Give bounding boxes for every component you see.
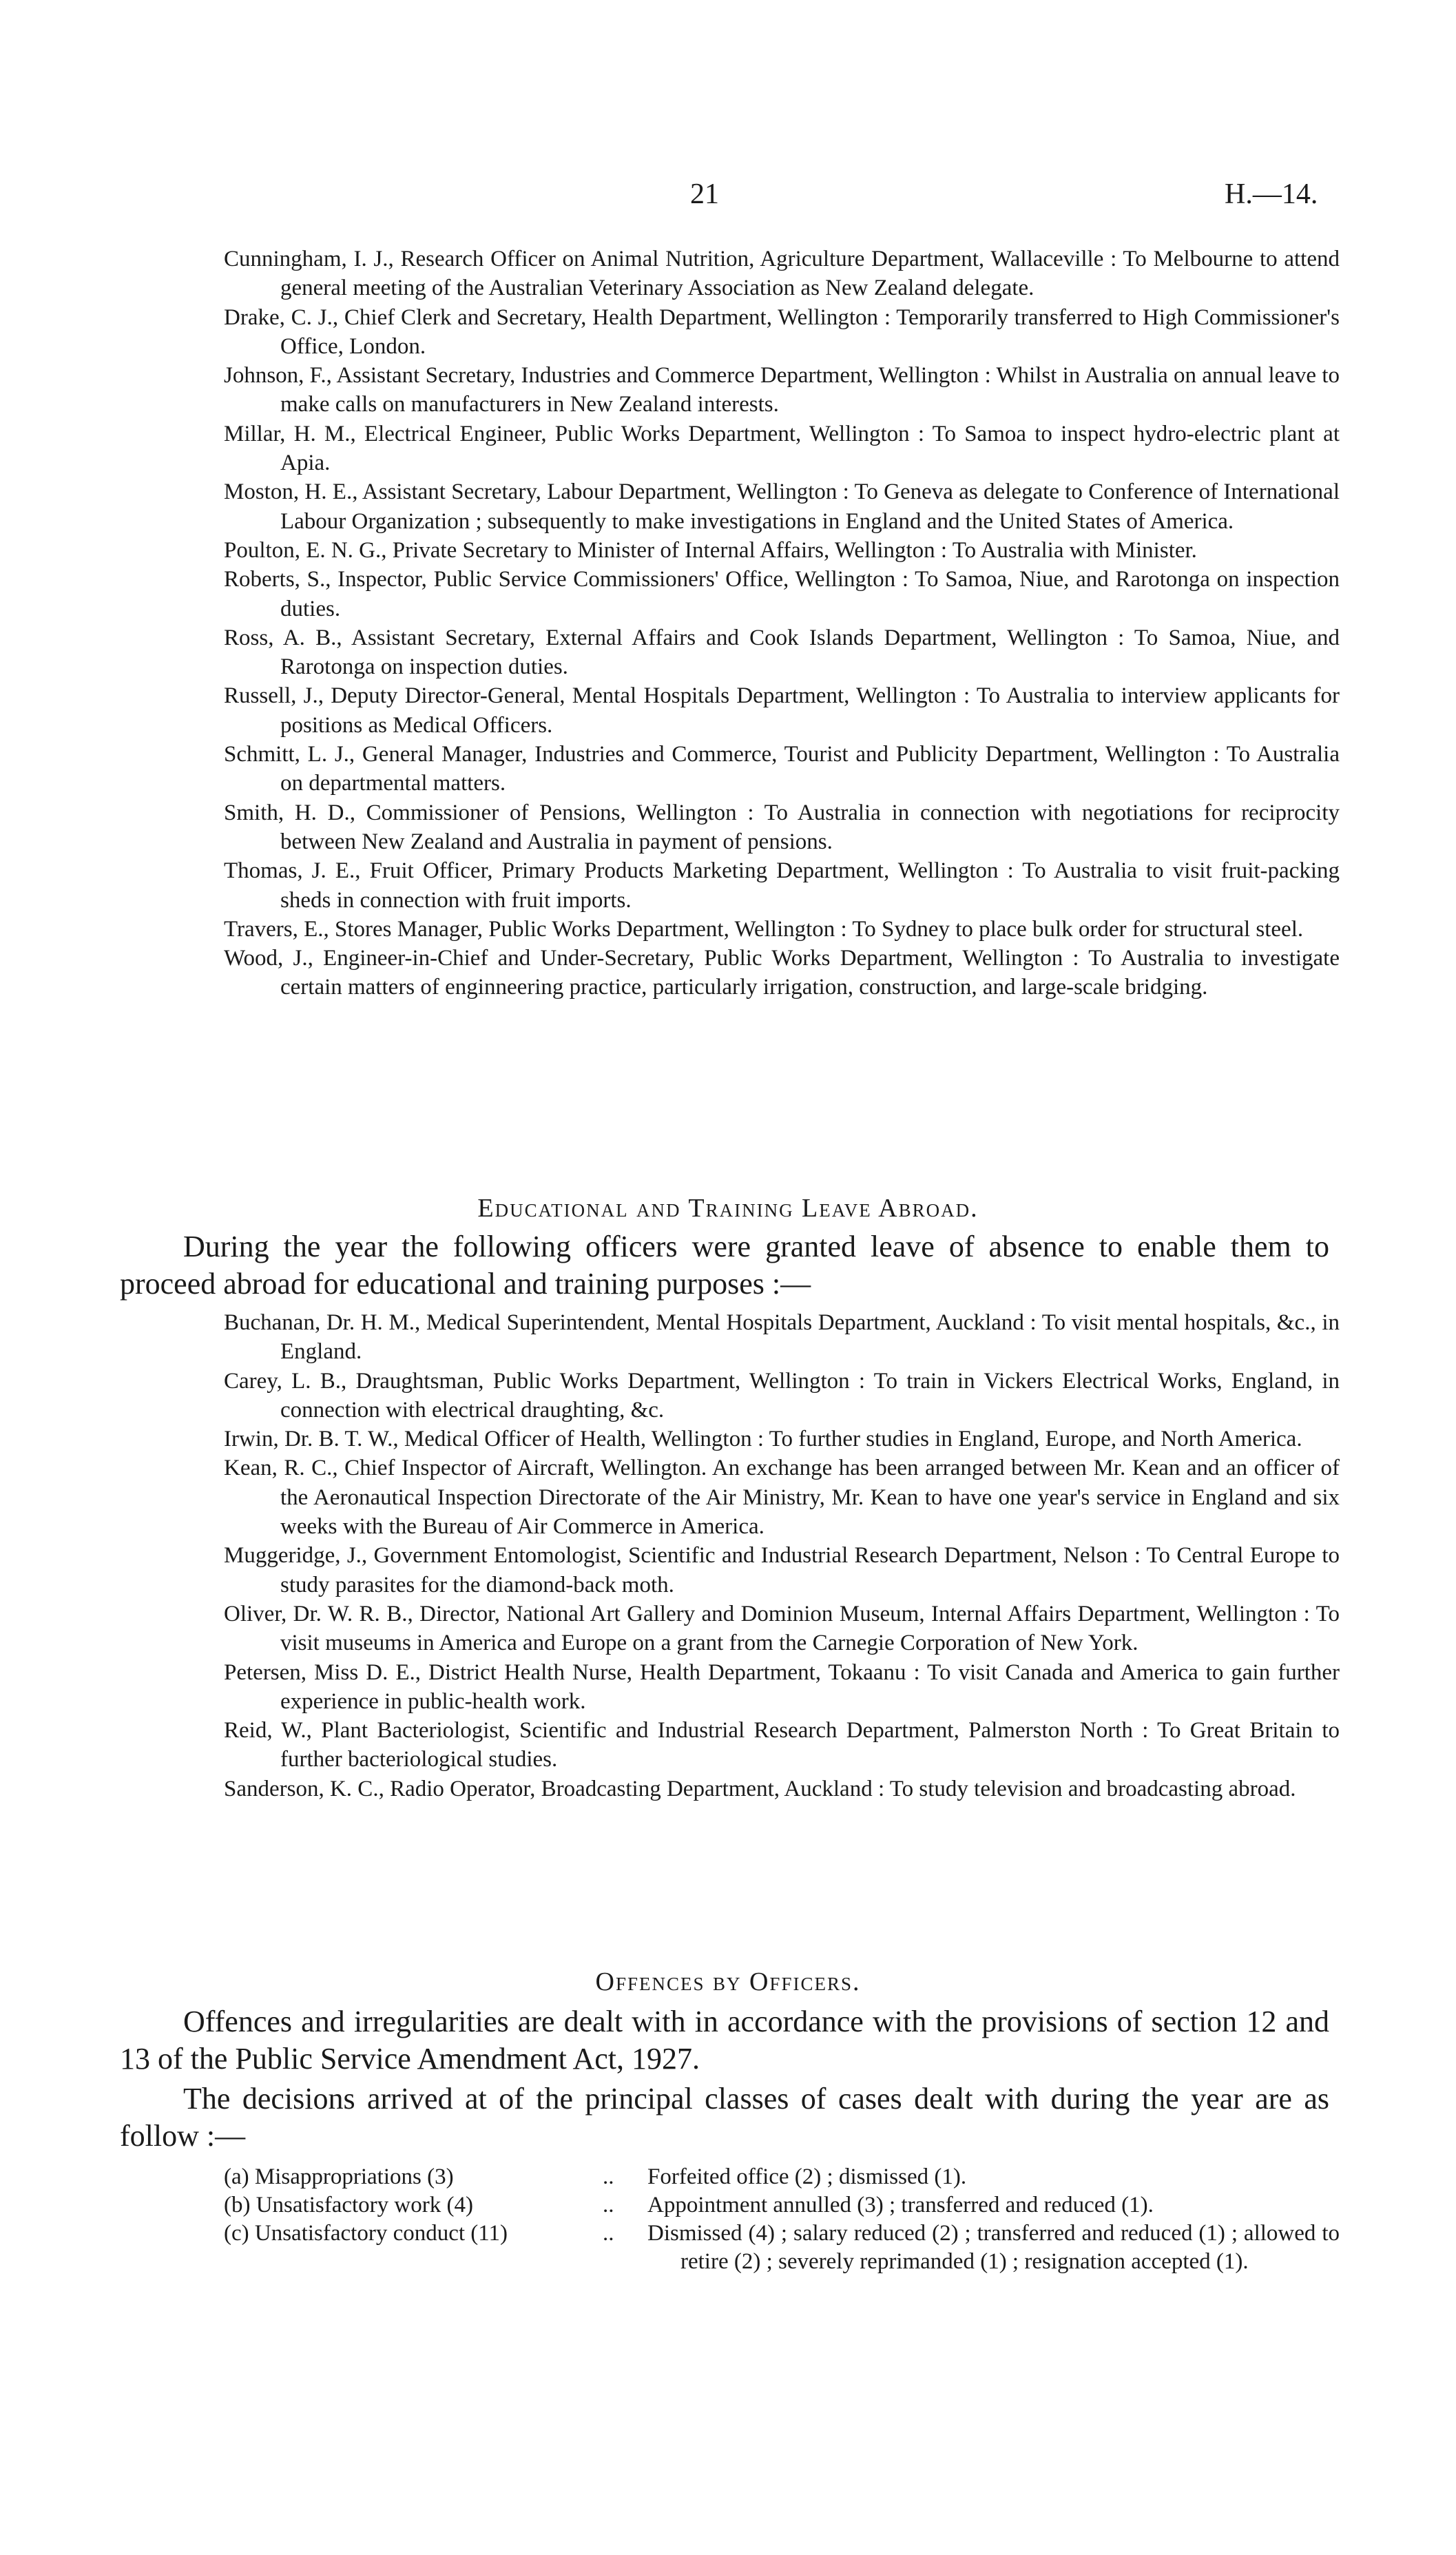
case-label: (c) Unsatisfactory conduct (11) <box>224 2221 508 2246</box>
offences-paragraph-2: The decisions arrived at of the principal classes of cases dealt with during the year are as follow :— <box>120 2082 1329 2153</box>
dot-leader: .. <box>603 2221 614 2246</box>
offence-cases-list <box>224 2163 1340 2276</box>
list-item: Thomas, J. E., Fruit Officer, Primary Products Marketing Department, Wellington : To Australia to visit fruit-packing sheds in connection with fruit imports. <box>224 858 1340 913</box>
list-item: Roberts, S., Inspector, Public Service Commissioners' Office, Wellington : To Samoa, Niue, and Rarotonga on inspection duties. <box>224 567 1340 621</box>
list-item: Drake, C. J., Chief Clerk and Secretary, Health Department, Wellington : Temporarily transferred to High Commissioner's Office, London. <box>224 304 1340 359</box>
case-outcome: Dismissed (4) ; salary reduced (2) ; transferred and reduced (1) ; allowed to retire (2) ; severely reprimanded (1) ; resignation accepted (1). <box>647 2221 1340 2274</box>
list-item: Kean, R. C., Chief Inspector of Aircraft, Wellington. An exchange has been arranged between Mr. Kean and an officer of the Aeronautical Inspection Directorate of the Air Ministry, Mr. Kean to have one year's service in England and six weeks with the Bureau of Air Commerce in America. <box>224 1456 1340 1540</box>
list-item: Reid, W., Plant Bacteriologist, Scientific and Industrial Research Department, Palmerston North : To Great Britain to further bacteriological studies. <box>224 1718 1340 1772</box>
section-heading-offences: Offences by Officers. <box>595 1967 861 1996</box>
list-item: Russell, J., Deputy Director-General, Mental Hospitals Department, Wellington : To Australia to interview applicants for positions as Medical Officers. <box>224 683 1340 738</box>
list-item: Petersen, Miss D. E., District Health Nurse, Health Department, Tokaanu : To visit Canada and America to gain further experience in public-health work. <box>224 1659 1340 1714</box>
list-item: Ross, A. B., Assistant Secretary, External Affairs and Cook Islands Department, Wellington : To Samoa, Niue, and Rarotonga on inspection duties. <box>224 625 1340 680</box>
list-item: Poulton, E. N. G., Private Secretary to Minister of Internal Affairs, Wellington : To Australia with Minister. <box>224 537 1197 563</box>
list-item: Millar, H. M., Electrical Engineer, Public Works Department, Wellington : To Samoa to inspect hydro-electric plant at Apia. <box>224 421 1340 476</box>
dot-leader: .. <box>603 2164 614 2189</box>
overseas-visits-list <box>224 245 1340 1002</box>
case-label: (b) Unsatisfactory work (4) <box>224 2193 473 2217</box>
list-item: Irwin, Dr. B. T. W., Medical Officer of Health, Wellington : To further studies in England, Europe, and North America. <box>224 1427 1302 1452</box>
list-item: Moston, H. E., Assistant Secretary, Labour Department, Wellington : To Geneva as delegate to Conference of International Labour Organization ; subsequently to make investigations in England and the United States of America. <box>224 479 1340 534</box>
list-item: Smith, H. D., Commissioner of Pensions, Wellington : To Australia in connection with negotiations for reciprocity between New Zealand and Australia in payment of pensions. <box>224 800 1340 854</box>
page-header <box>0 178 1456 219</box>
case-label: (a) Misappropriations (3) <box>224 2164 454 2189</box>
list-item: Sanderson, K. C., Radio Operator, Broadcasting Department, Auckland : To study television and broadcasting abroad. <box>224 1776 1296 1801</box>
list-item: Muggeridge, J., Government Entomologist, Scientific and Industrial Research Department, Nelson : To Central Europe to study parasites for the diamond-back moth. <box>224 1543 1340 1597</box>
educational-leave-list <box>224 1308 1340 1803</box>
page-number: 21 <box>690 178 719 210</box>
list-item: Wood, J., Engineer-in-Chief and Under-Secretary, Public Works Department, Wellington : To Australia to investigate certain matters of enginneering practice, particularly irrigation, construction, and large-scale bridging. <box>224 946 1340 1000</box>
list-item: Oliver, Dr. W. R. B., Director, National Art Gallery and Dominion Museum, Internal Affairs Department, Wellington : To visit museums in America and Europe on a grant from the Carnegie Corporation of New York. <box>224 1601 1340 1656</box>
case-row <box>224 2220 1340 2276</box>
document-reference: H.—14. <box>1225 178 1318 210</box>
case-row <box>224 2191 1340 2220</box>
list-item: Schmitt, L. J., General Manager, Industries and Commerce, Tourist and Publicity Department, Wellington : To Australia on departmental matters. <box>224 742 1340 796</box>
dot-leader: .. <box>603 2193 614 2217</box>
list-item: Cunningham, I. J., Research Officer on Animal Nutrition, Agriculture Department, Wallaceville : To Melbourne to attend general meeting of the Australian Veterinary Association as New Zealand delegate. <box>224 247 1340 301</box>
offences-paragraph-1: Offences and irregularities are dealt with in accordance with the provisions of section 12 and 13 of the Public Service Amendment Act, 1927. <box>120 2005 1329 2076</box>
case-row <box>224 2163 1340 2191</box>
list-item: Buchanan, Dr. H. M., Medical Superintendent, Mental Hospitals Department, Auckland : To visit mental hospitals, &c., in England. <box>224 1310 1340 1365</box>
case-outcome: Forfeited office (2) ; dismissed (1). <box>647 2164 967 2189</box>
list-item: Johnson, F., Assistant Secretary, Industries and Commerce Department, Wellington : Whilst in Australia on annual leave to make calls on manufacturers in New Zealand interests. <box>224 363 1340 417</box>
list-item: Travers, E., Stores Manager, Public Works Department, Wellington : To Sydney to place bulk order for structural steel. <box>224 916 1304 942</box>
list-item: Carey, L. B., Draughtsman, Public Works Department, Wellington : To train in Vickers Electrical Works, England, in connection with electrical draughting, &c. <box>224 1368 1340 1423</box>
case-outcome: Appointment annulled (3) ; transferred and reduced (1). <box>647 2193 1154 2217</box>
section-heading-educational-leave: Educational and Training Leave Abroad. <box>477 1194 979 1223</box>
educational-intro-paragraph: During the year the following officers were granted leave of absence to enable them to proceed abroad for educational and training purposes :— <box>120 1230 1329 1301</box>
